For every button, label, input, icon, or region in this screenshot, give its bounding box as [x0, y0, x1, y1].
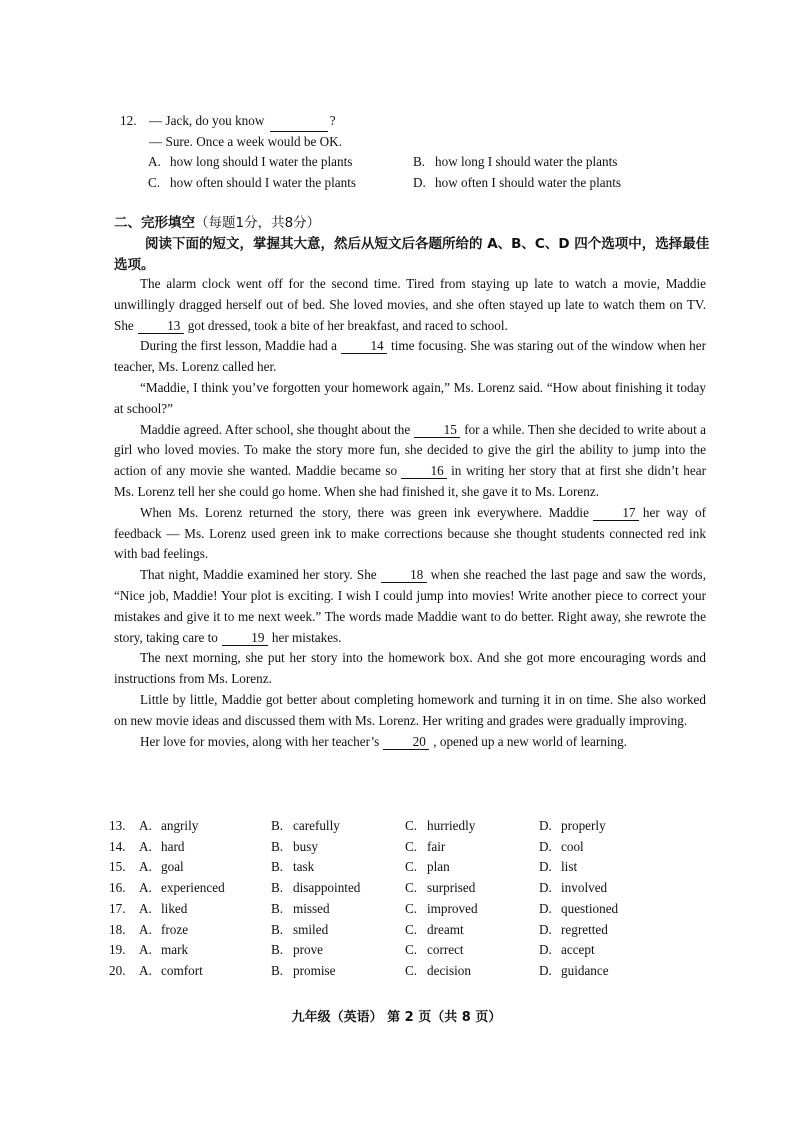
cloze-section-header [114, 213, 714, 276]
choice-option-b[interactable] [271, 857, 405, 878]
choice-option-c[interactable] [405, 920, 539, 941]
paragraph: The next morning, she put her story into the homework box. And she got more encouraging words and instructions from Ms. Lorenz. [114, 650, 706, 687]
choice-option-c[interactable] [405, 878, 539, 899]
choice-option-d[interactable] [539, 857, 671, 878]
choice-row [109, 878, 671, 899]
choice-option-c[interactable] [405, 857, 539, 878]
blank-17[interactable]: 17 [593, 506, 639, 521]
paragraph: Maddie agreed. After school, she thought about the 15 for a while. Then she decided to write about a girl who loved movies. To make the story more fun, she decided to give the girl the ability to jump into the action of any movie she wanted. Maddie became so 16 in writing her story that at first she didn’t hear Ms. Lorenz tell her she could go home. When she had finished it, she gave it to Ms. Lorenz. [114, 421, 706, 499]
choice-letter: D. [539, 838, 552, 854]
option-text: how often should I water the plants [170, 174, 357, 190]
choice-letter: B. [271, 900, 284, 916]
choice-letter: A. [139, 859, 152, 875]
blank-16[interactable]: 16 [401, 464, 447, 479]
choice-letter: B. [271, 962, 284, 978]
choice-text: smiled [293, 921, 329, 937]
paragraph: That night, Maddie examined her story. She 18 when she reached the last page and saw the words, “Nice job, Maddie! Your plot is exciting. I wish I could jump into movies! Write another piece to correct your mistakes and give it to me next week.” The words made Maddie want to do better. Right away, she rewrote the story, taking care to 19 her mistakes. [114, 567, 706, 645]
choice-number: 15. [109, 859, 126, 875]
choice-number: 14. [109, 838, 126, 854]
choice-text: mark [161, 942, 189, 958]
paragraph: When Ms. Lorenz returned the story, there was green ink everywhere. Maddie 17 her way of feedback — Ms. Lorenz used green ink to make corrections because she thought students connected red ink with bad feelings. [114, 504, 706, 562]
section-instruction: 阅读下面的短文，掌握其大意，然后从短文后各题所给的 A、B、C、D 四个选项中，选择最佳选项。 [114, 236, 710, 273]
reply-text: — Sure. Once a week would be OK. [149, 133, 342, 149]
question-number: 12. [120, 113, 137, 128]
choice-row [109, 899, 671, 920]
choice-letter: B. [271, 818, 284, 833]
option-a[interactable] [148, 152, 413, 173]
choice-option-d[interactable] [539, 816, 671, 837]
page-footer: 九年级（英语） 第 2 页（共 8 页） [291, 1010, 502, 1025]
choice-text: cool [561, 838, 584, 854]
choice-option-a[interactable] [139, 920, 271, 941]
choice-option-c[interactable] [405, 961, 539, 982]
choice-option-b[interactable] [271, 816, 405, 837]
choice-letter: B. [271, 838, 284, 854]
option-letter: C. [148, 174, 161, 190]
choice-text: regretted [561, 921, 608, 937]
choice-letter: B. [271, 859, 284, 875]
stem-text: — Jack, do you know [149, 113, 265, 128]
choice-letter: C. [405, 942, 418, 958]
choice-letter: D. [539, 900, 552, 916]
question-12-stem [120, 111, 673, 132]
choice-text: carefully [293, 818, 340, 833]
choice-text: angrily [161, 818, 199, 833]
choice-letter: C. [405, 921, 418, 937]
option-d[interactable] [413, 173, 673, 194]
choice-option-c[interactable] [405, 899, 539, 920]
choice-option-a[interactable] [139, 961, 271, 982]
choice-number: 17. [109, 900, 126, 916]
choice-option-d[interactable] [539, 837, 671, 858]
choice-letter: A. [139, 942, 152, 958]
question-12 [120, 111, 673, 193]
paragraph: The alarm clock went off for the second time. Tired from staying up late to watch a movie, Maddie unwillingly dragged herself out of bed. She loved movies, and she often stayed up late to watch them on TV. She 13 got dressed, took a bite of her breakfast, and raced to school. [114, 276, 706, 333]
choice-option-d[interactable] [539, 920, 671, 941]
choice-text: plan [427, 859, 450, 875]
option-text: how long should I water the plants [170, 154, 353, 169]
blank-19[interactable]: 19 [222, 631, 268, 646]
choice-text: properly [561, 818, 606, 833]
choice-letter: C. [405, 880, 418, 896]
choice-text: froze [161, 921, 189, 937]
choice-number: 20. [109, 962, 126, 978]
choice-row [109, 857, 671, 878]
choice-letter: B. [271, 921, 284, 937]
choice-text: comfort [161, 962, 203, 978]
section-title: 二、完形填空 [114, 215, 195, 231]
section-heading [114, 213, 714, 233]
paragraph: “Maddie, I think you’ve forgotten your homework again,” Ms. Lorenz said. “How about finishing it today at school?” [114, 379, 706, 416]
blank-15[interactable]: 15 [414, 423, 460, 438]
choice-option-b[interactable] [271, 940, 405, 961]
choice-number: 18. [109, 921, 126, 937]
choice-text: questioned [561, 900, 619, 916]
option-text: how often I should water the plants [435, 174, 622, 190]
option-letter: B. [413, 154, 426, 169]
choice-option-a[interactable] [139, 857, 271, 878]
choice-letter: C. [405, 962, 418, 978]
choice-option-c[interactable] [405, 837, 539, 858]
section-points: （每题1分，共8分） [195, 215, 321, 231]
choice-option-b[interactable] [271, 961, 405, 982]
choice-text: dreamt [427, 921, 464, 937]
stem-end: ? [329, 113, 336, 128]
choice-text: correct [427, 942, 464, 958]
choice-letter: A. [139, 838, 152, 854]
choice-text: liked [161, 900, 188, 916]
choice-option-a[interactable] [139, 940, 271, 961]
choice-text: surprised [427, 880, 476, 896]
choice-letter: C. [405, 838, 418, 854]
choice-row [109, 816, 671, 837]
choice-text: improved [427, 900, 478, 916]
choice-option-b[interactable] [271, 878, 405, 899]
choice-text: accept [561, 942, 595, 958]
answer-choices [109, 816, 671, 982]
choice-letter: B. [271, 942, 284, 958]
choice-letter: C. [405, 859, 418, 875]
choice-letter: D. [539, 880, 552, 896]
choice-row [109, 961, 671, 982]
choice-letter: A. [139, 900, 152, 916]
choice-text: disappointed [293, 880, 361, 896]
choice-text: hard [161, 838, 185, 854]
choice-option-d[interactable] [539, 940, 671, 961]
option-text: how long I should water the plants [435, 154, 618, 169]
choice-letter: A. [139, 880, 152, 896]
blank-20[interactable]: 20 [383, 735, 429, 750]
choice-number: 16. [109, 880, 126, 896]
blank-18[interactable]: 18 [381, 568, 427, 583]
choice-text: involved [561, 880, 608, 896]
choice-letter: D. [539, 942, 552, 958]
choice-row [109, 920, 671, 941]
choice-text: guidance [561, 962, 609, 978]
choice-option-b[interactable] [271, 837, 405, 858]
choice-letter: D. [539, 921, 552, 937]
choice-letter: D. [539, 818, 552, 833]
choice-text: goal [161, 859, 184, 875]
choice-text: promise [293, 962, 336, 978]
choice-option-b[interactable] [271, 899, 405, 920]
choice-option-c[interactable] [405, 940, 539, 961]
choice-letter: A. [139, 818, 152, 833]
choice-option-b[interactable] [271, 920, 405, 941]
choice-letter: A. [139, 962, 152, 978]
choice-text: experienced [161, 880, 225, 896]
option-b[interactable] [413, 152, 673, 173]
choice-option-a[interactable] [139, 816, 271, 837]
choice-option-a[interactable] [139, 837, 271, 858]
choice-number: 13. [109, 818, 126, 833]
blank-14[interactable]: 14 [341, 339, 387, 354]
paragraph: During the first lesson, Maddie had a 14 time focusing. She was staring out of the window when her teacher, Ms. Lorenz called her. [114, 338, 706, 375]
choice-letter: D. [539, 962, 552, 978]
option-letter: D. [413, 174, 426, 190]
choice-text: task [293, 859, 315, 875]
choice-number: 19. [109, 942, 126, 958]
option-letter: A. [148, 154, 161, 169]
choice-text: decision [427, 962, 471, 978]
choice-option-a[interactable] [139, 878, 271, 899]
choice-row [109, 940, 671, 961]
choice-option-d[interactable] [539, 878, 671, 899]
choice-text: missed [293, 900, 330, 916]
choice-option-d[interactable] [539, 899, 671, 920]
answer-blank [270, 116, 328, 132]
choice-option-a[interactable] [139, 899, 271, 920]
choice-option-d[interactable] [539, 961, 671, 982]
choice-text: busy [293, 838, 318, 854]
choice-option-c[interactable] [405, 816, 539, 837]
cloze-passage [114, 274, 706, 752]
blank-13[interactable]: 13 [138, 319, 184, 334]
paragraph: Little by little, Maddie got better about completing homework and turning it in on time. She also worked on new movie ideas and discussed them with Ms. Lorenz. Her writing and grades were gradually improving. [114, 691, 706, 728]
choice-letter: C. [405, 818, 418, 833]
choice-letter: D. [539, 859, 552, 875]
choice-letter: C. [405, 900, 418, 916]
choice-row [109, 837, 671, 858]
choice-letter: A. [139, 921, 152, 937]
option-c[interactable] [148, 173, 413, 194]
paragraph: Her love for movies, along with her teacher’s 20 , opened up a new world of learning. [140, 733, 627, 749]
choice-letter: B. [271, 880, 284, 896]
choice-text: hurriedly [427, 818, 476, 833]
choice-text: list [561, 859, 578, 875]
question-12-options [148, 152, 673, 193]
choice-text: fair [427, 838, 446, 854]
choice-text: prove [293, 942, 324, 958]
